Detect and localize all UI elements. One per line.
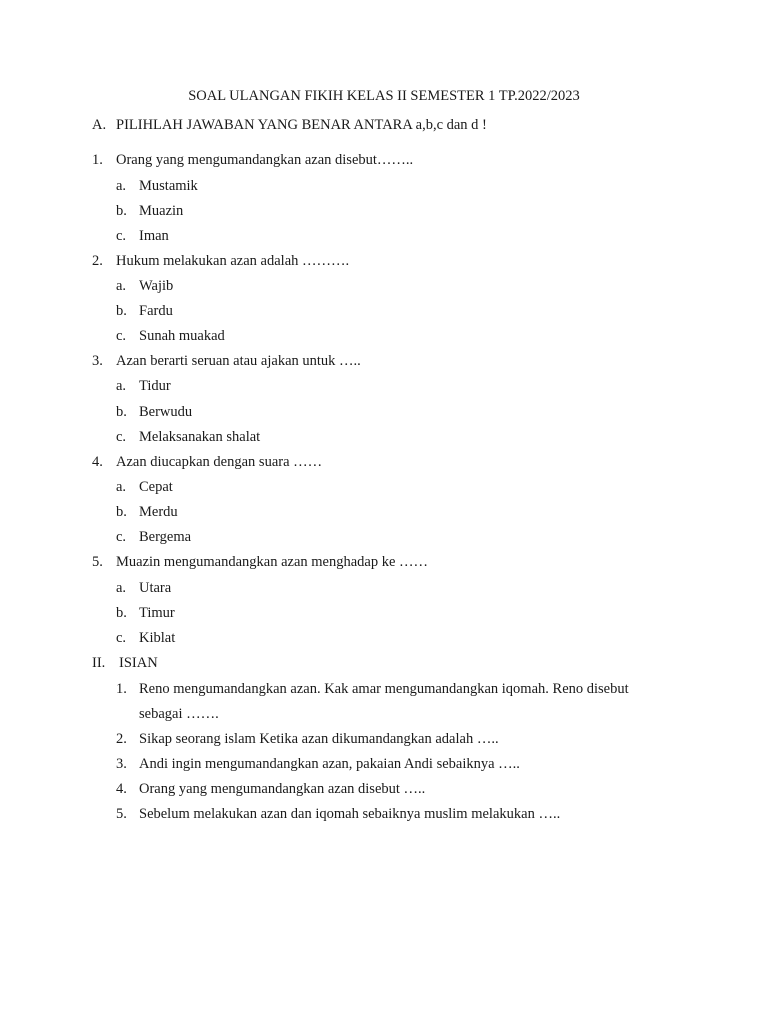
option-letter: b.: [116, 203, 127, 219]
question-text: Orang yang mengumandangkan azan disebut……..: [116, 152, 414, 168]
option-letter: b.: [116, 605, 127, 621]
isian-text: Sebelum melakukan azan dan iqomah sebaiknya muslim melakukan …..: [139, 806, 561, 822]
question-text: Azan diucapkan dengan suara ……: [116, 454, 323, 470]
isian-number: 2.: [116, 731, 127, 747]
option-letter: a.: [116, 479, 127, 495]
document-title: SOAL ULANGAN FIKIH KELAS II SEMESTER 1 TP.2022/2023: [188, 88, 580, 104]
option-text: Bergema: [139, 529, 192, 545]
section-a-marker: A.: [92, 117, 107, 133]
question-text: Muazin mengumandangkan azan menghadap ke ……: [116, 554, 429, 570]
question-number: 4.: [92, 454, 103, 470]
isian-continuation-text: sebagai …….: [139, 706, 219, 722]
question-number: 1.: [92, 152, 103, 168]
isian-number: 1.: [116, 681, 127, 697]
option-text: Wajib: [139, 278, 174, 294]
option-text: Fardu: [139, 303, 173, 319]
option-letter: a.: [116, 278, 127, 294]
option-text: Iman: [139, 228, 169, 244]
isian-number: 4.: [116, 781, 127, 797]
question-number: 3.: [92, 353, 103, 369]
option-text: Merdu: [139, 504, 178, 520]
section-b-marker: II.: [92, 655, 106, 671]
option-letter: c.: [116, 328, 127, 344]
question-text: Azan berarti seruan atau ajakan untuk …..: [116, 353, 361, 369]
question-number: 5.: [92, 554, 103, 570]
option-letter: c.: [116, 529, 127, 545]
option-letter: b.: [116, 303, 127, 319]
option-letter: c.: [116, 429, 127, 445]
option-letter: c.: [116, 228, 127, 244]
option-text: Muazin: [139, 203, 184, 219]
option-text: Cepat: [139, 479, 173, 495]
option-text: Mustamik: [139, 178, 198, 194]
isian-number: 3.: [116, 756, 127, 772]
option-letter: b.: [116, 504, 127, 520]
isian-text: Sikap seorang islam Ketika azan dikumandangkan adalah …..: [139, 731, 499, 747]
isian-text: Orang yang mengumandangkan azan disebut …..: [139, 781, 426, 797]
option-letter: a.: [116, 580, 127, 596]
option-text: Sunah muakad: [139, 328, 225, 344]
option-text: Berwudu: [139, 404, 193, 420]
isian-number: 5.: [116, 806, 127, 822]
question-number: 2.: [92, 253, 103, 269]
option-text: Timur: [139, 605, 175, 621]
question-text: Hukum melakukan azan adalah ……….: [116, 253, 350, 269]
option-letter: b.: [116, 404, 127, 420]
option-text: Utara: [139, 580, 172, 596]
option-letter: a.: [116, 178, 127, 194]
section-a-title: PILIHLAH JAWABAN YANG BENAR ANTARA a,b,c dan d !: [116, 117, 487, 133]
option-letter: c.: [116, 630, 127, 646]
option-text: Melaksanakan shalat: [139, 429, 261, 445]
isian-text: Andi ingin mengumandangkan azan, pakaian Andi sebaiknya …..: [139, 756, 520, 772]
section-b-title: ISIAN: [119, 655, 158, 671]
option-text: Kiblat: [139, 630, 176, 646]
isian-text: Reno mengumandangkan azan. Kak amar mengumandangkan iqomah. Reno disebut: [139, 681, 629, 697]
option-text: Tidur: [139, 378, 171, 394]
option-letter: a.: [116, 378, 127, 394]
